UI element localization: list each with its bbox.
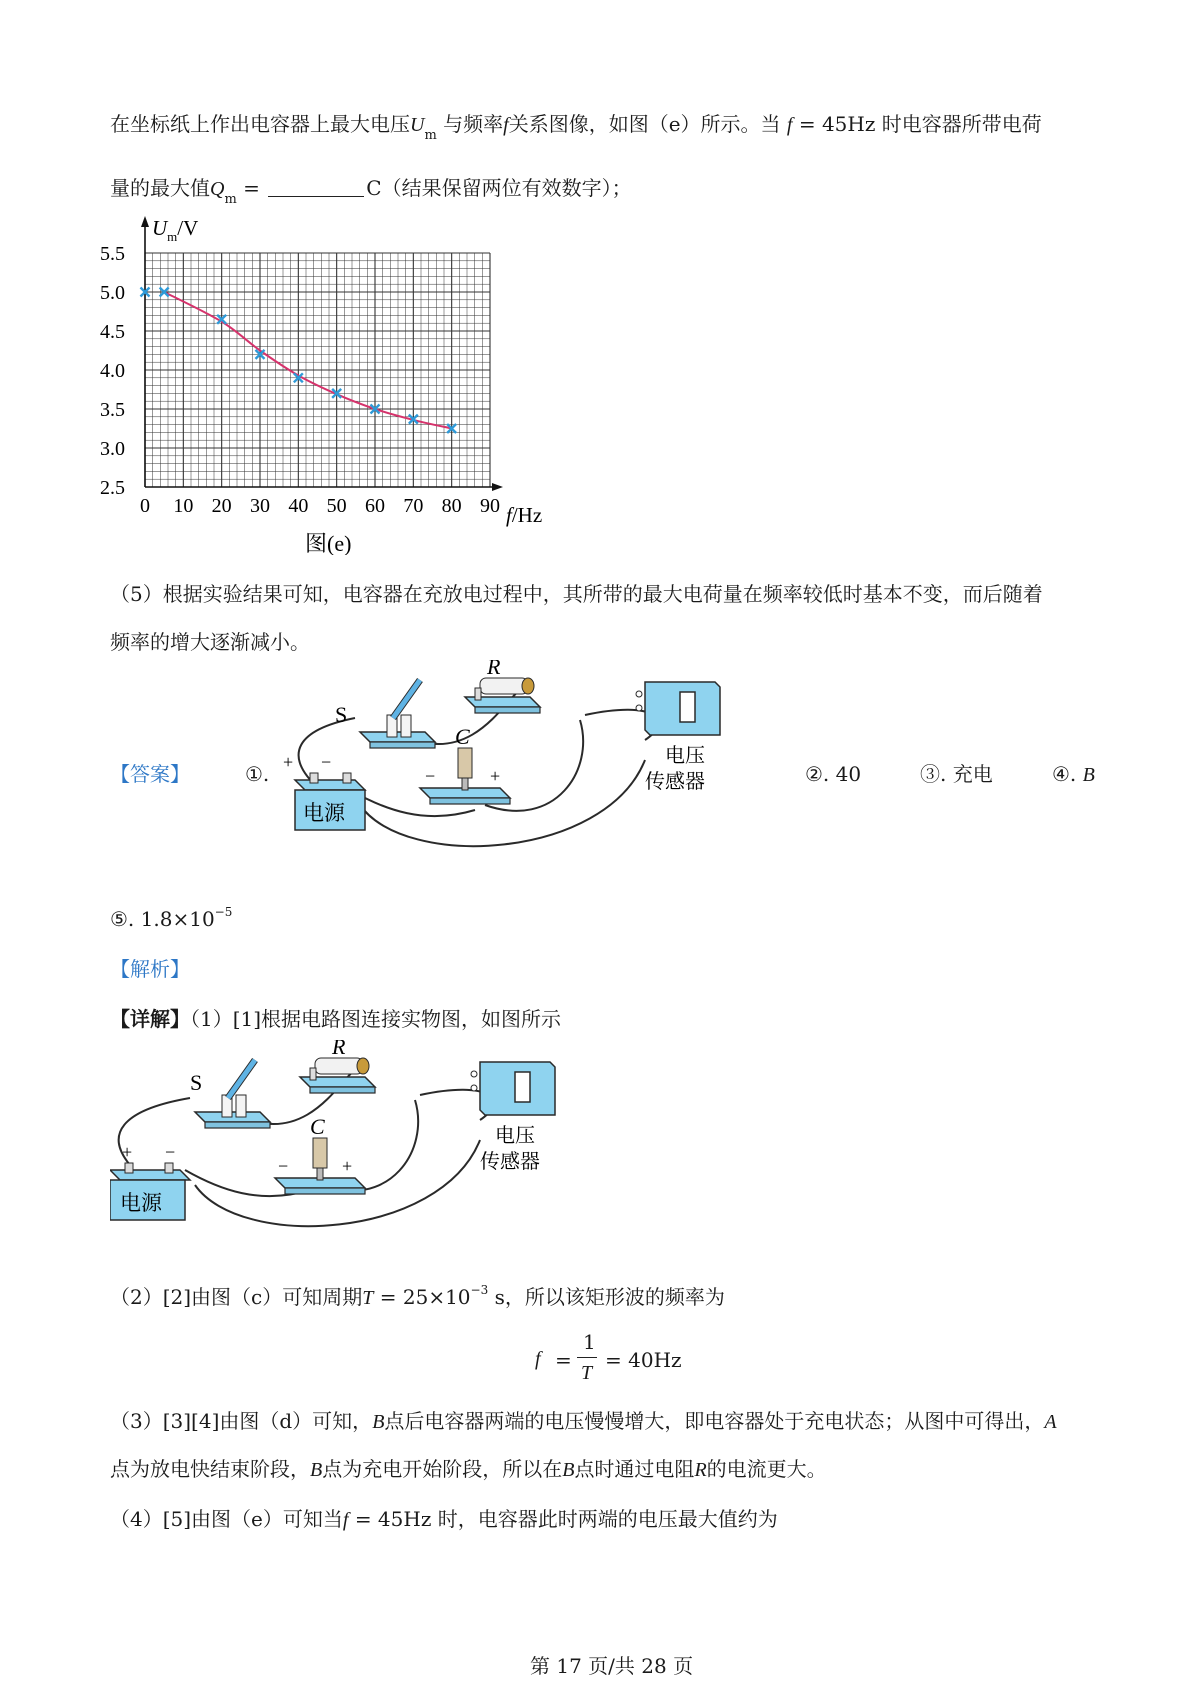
sensor-label-2: 传感器 [645,769,705,793]
y-tick-label: 5.0 [100,282,125,304]
source-label: 电源 [303,801,345,825]
y-axis-arrow [141,216,149,227]
answer-tag: 【答案】 [110,762,190,786]
switch-s [360,680,435,748]
fraction-bar [577,1357,597,1358]
label-c: C [310,1114,325,1139]
part4-line [110,1505,778,1534]
q4-line-1 [110,110,1042,142]
voltage-sensor [471,1062,555,1115]
y-tick-label: 4.0 [100,360,125,382]
part4-text: （4）[5]由图（e）可知当 [110,1507,343,1531]
answer-2: ②. 40 [805,762,862,786]
q4-text: = 45Hz 时电容器所带电荷 [798,112,1042,136]
detail-tag: 【详解】 [110,1007,190,1031]
x-tick-label: 50 [326,495,347,517]
var-U: U [410,114,425,136]
src-plus: + [122,1142,133,1162]
part3-text: 点为放电快结束阶段， [110,1457,310,1481]
src-plus: + [283,752,294,772]
var-Q-sub: m [224,192,237,207]
part4-text: = 45Hz 时，电容器此时两端的电压最大值约为 [354,1507,778,1531]
src-minus: − [165,1142,176,1162]
fit-curve [164,292,452,429]
answer-4 [1052,760,1095,789]
q5-line-2: 频率的增大逐渐减小。 [110,630,310,654]
cap-minus: − [278,1156,289,1176]
y-tick-label: 2.5 [100,477,125,499]
src-minus: − [321,752,332,772]
detail-line [110,1005,561,1033]
q4-text: 与频率 [443,112,504,136]
voltage-sensor [636,682,720,735]
answer-1: ①. [245,762,270,786]
var-B: B [562,1459,575,1481]
part2-text: （2）[2]由图（c）可知周期 [110,1285,363,1309]
x-axis-arrow [492,483,503,491]
var-A: A [1044,1411,1057,1433]
label-r: R [487,660,501,679]
resistor-r [465,678,540,713]
x-tick-label: 30 [250,495,270,517]
part3-text: （3）[3][4]由图（d）可知， [110,1409,373,1433]
chart-grid [145,253,490,487]
cap-minus: − [425,766,436,786]
x-tick-label: 20 [211,495,232,517]
answer-5-num: ⑤. [110,907,135,931]
part3-line-2 [110,1455,827,1484]
var-R: R [694,1459,707,1481]
cap-plus: + [490,766,501,786]
part2-exp: −3 [470,1283,489,1297]
detail-text: （1）[1]根据电路图连接实物图，如图所示 [190,1007,562,1031]
circuit-diagram-answer [275,660,735,870]
var-B: B [310,1459,323,1481]
part3-text: 点时通过电阻 [574,1457,695,1481]
q4-text: = [243,176,260,200]
q4-text: 在坐标纸上作出电容器上最大电压 [110,112,410,136]
page-footer: 第 17 页/共 28 页 [530,1654,694,1678]
label-c: C [455,724,470,749]
label-s: S [335,702,348,727]
sensor-label-1: 电压 [665,743,705,767]
chart-ylabel: $U_m/V$ [152,216,199,244]
y-tick-label: 3.5 [100,399,125,421]
answer-3: ③. 充电 [920,762,993,786]
var-f: f [503,114,509,136]
circuit-diagram-analysis [110,1040,570,1250]
chart-caption: 图(e) [305,531,352,555]
answer-5-value: 1.8×10 [140,907,215,931]
switch-s [195,1060,270,1128]
x-tick-label: 0 [140,495,150,517]
label-r: R [332,1040,346,1059]
q5-line-1: （5）根据实验结果可知，电容器在充放电过程中，其所带的最大电荷量在频率较低时基本不变，而后随着 [110,582,1043,606]
eq-f: f [535,1348,541,1370]
chart-axes [141,216,503,491]
eq-rhs: = 40Hz [605,1348,682,1372]
label-s: S [190,1070,203,1095]
x-tick-label: 40 [288,495,309,517]
answer-5-exp: −5 [214,905,233,919]
part2-text: = 25×10 [379,1285,471,1309]
analysis-tag: 【解析】 [110,957,190,981]
answer-4-num: ④. [1052,762,1077,786]
part3-text: 的电流更大。 [706,1457,827,1481]
answer-blank [268,176,364,197]
y-tick-label: 5.5 [100,243,125,265]
q4-text: 量的最大值 [110,176,210,200]
part2-text: s，所以该矩形波的频率为 [494,1285,725,1309]
var-U-sub: m [424,128,437,143]
q4-text: 关系图像，如图（e）所示。当 [508,112,781,136]
sensor-label-1: 电压 [495,1123,535,1147]
eq-numerator: 1 [583,1330,596,1354]
part3-text: 点为充电开始阶段，所以在 [322,1457,563,1481]
part3-line-1 [110,1407,1057,1436]
q4-line-2 [110,174,632,206]
eq-equals: = [555,1348,572,1372]
part2-line [110,1283,725,1314]
y-tick-label: 4.5 [100,321,125,343]
chart-e [100,215,560,555]
var-Q: Q [210,178,225,200]
var-B: B [372,1411,385,1433]
chart-xlabel: f/Hz [506,503,543,527]
x-tick-label: 90 [480,495,500,517]
q4-text: C（结果保留两位有效数字）； [366,176,632,200]
source-label: 电源 [120,1191,162,1215]
part3-text: 点后电容器两端的电压慢慢增大，即电容器处于充电状态；从图中可得出， [384,1409,1045,1433]
y-tick-label: 3.0 [100,438,125,460]
x-tick-label: 10 [173,495,194,517]
var-T: T [362,1287,374,1309]
chart-curve [164,292,452,429]
cap-plus: + [342,1156,353,1176]
answer-4-value: B [1082,764,1095,786]
sensor-label-2: 传感器 [480,1149,540,1173]
eq-denominator: T [581,1362,593,1384]
resistor-r [300,1058,375,1093]
x-tick-label: 80 [441,495,462,517]
var-f: f [342,1509,349,1531]
x-tick-label: 60 [365,495,385,517]
var-f: f [786,114,793,136]
answer-5 [110,905,232,936]
x-tick-label: 70 [403,495,424,517]
